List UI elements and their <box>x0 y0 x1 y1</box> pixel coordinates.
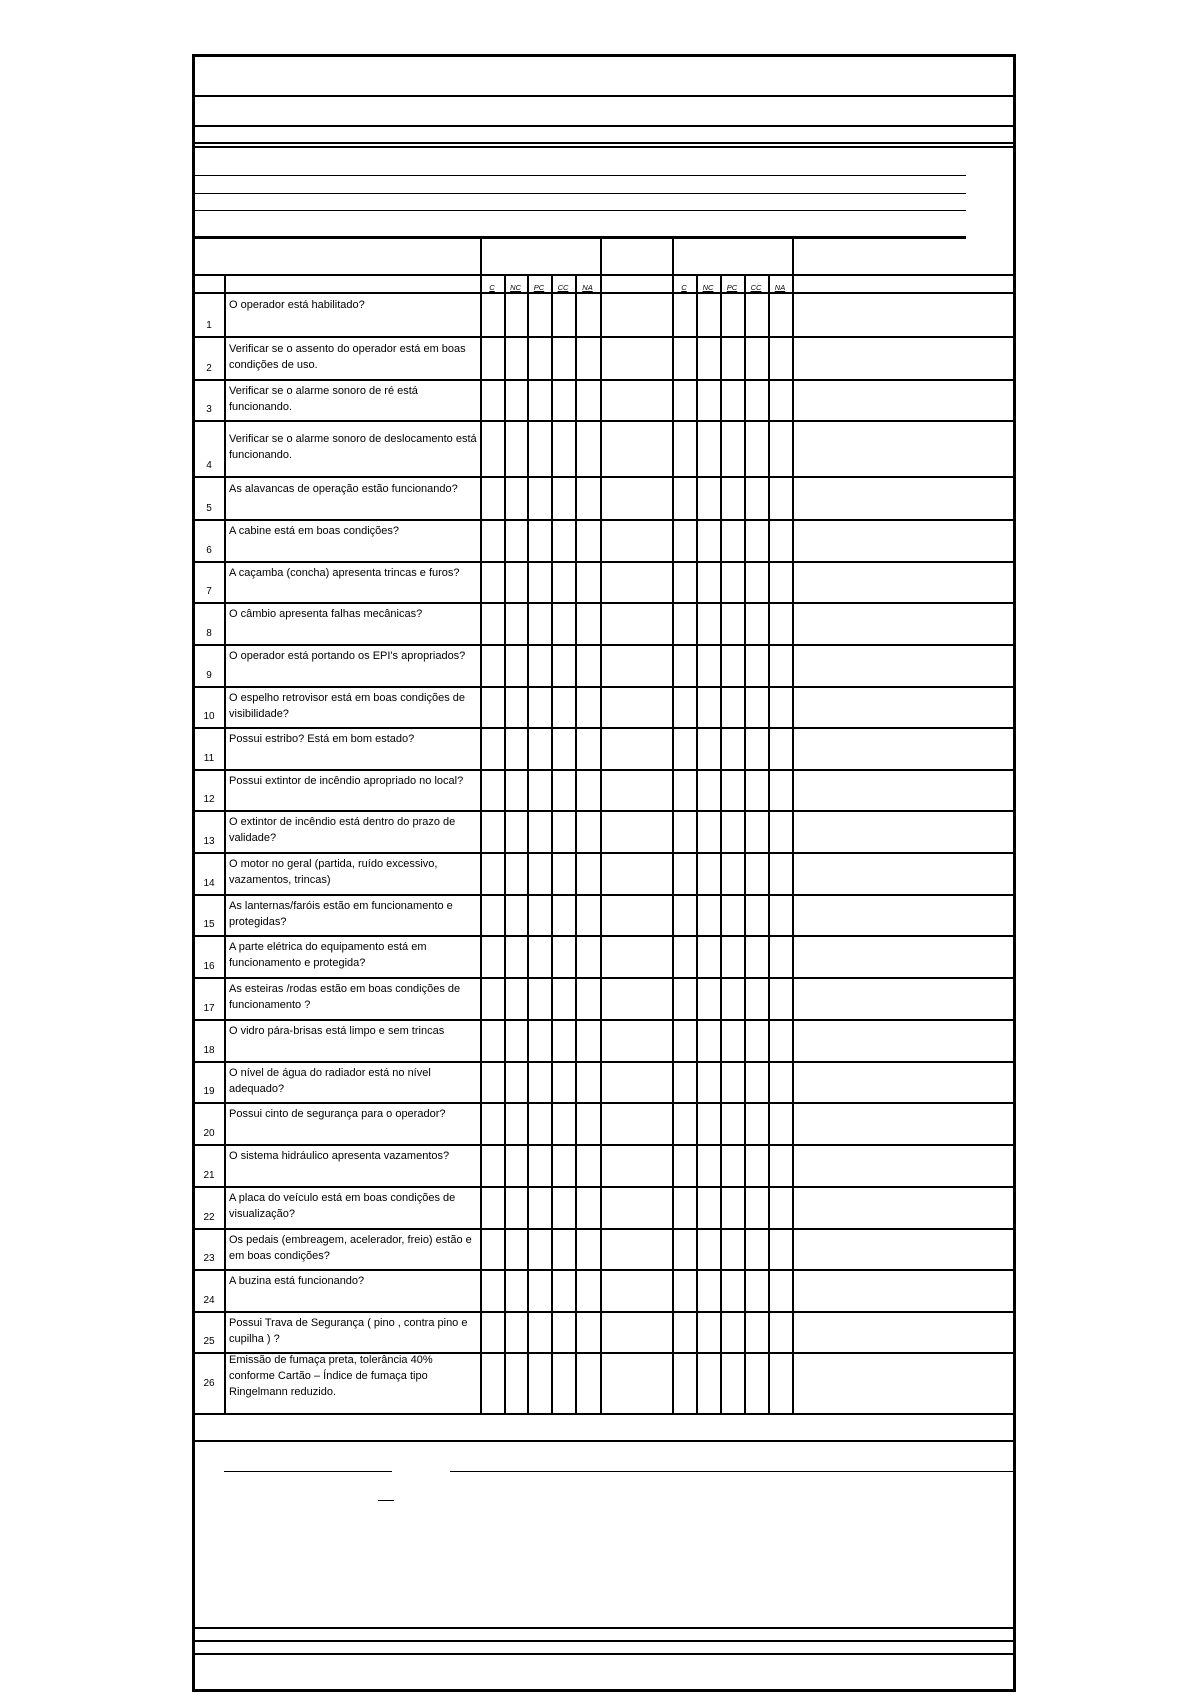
item-number: 17 <box>203 1003 215 1014</box>
item-number: 15 <box>203 919 215 930</box>
grid-line <box>192 894 1016 896</box>
item-description: O motor no geral (partida, ruído excessivo, vazamentos, trincas) <box>229 858 438 886</box>
inspecao-col-cc: CC <box>557 283 569 292</box>
grid-line <box>192 476 1016 478</box>
grid-line <box>192 420 1016 422</box>
grid-line <box>192 727 1016 729</box>
item-number: 23 <box>203 1253 215 1264</box>
item-number: 21 <box>203 1170 215 1181</box>
item-number: 12 <box>203 794 215 805</box>
divider <box>192 95 1016 97</box>
item-number: 2 <box>206 363 212 374</box>
grid-line <box>192 1311 1016 1313</box>
grid-line <box>192 1228 1016 1230</box>
local-field-line[interactable] <box>450 1471 1016 1472</box>
item-description: Possui Trava de Segurança ( pino , contra pino e cupilha ) ? <box>229 1316 468 1345</box>
divider <box>192 236 966 239</box>
grid-line <box>192 686 1016 688</box>
item-description: O sistema hidráulico apresenta vazamentos? <box>229 1150 450 1162</box>
grid-line <box>192 977 1016 979</box>
divider <box>192 146 1016 148</box>
item-description: As lanternas/faróis estão em funcionamento e protegidas? <box>229 899 453 928</box>
grid-line <box>672 238 674 1413</box>
item-description: As esteiras /rodas estão em boas condições de funcionamento ? <box>229 983 461 1011</box>
item-description: Os pedais (embreagem, acelerador, freio) estão e em boas condições? <box>229 1233 472 1262</box>
field-line[interactable] <box>192 175 966 176</box>
grid-line <box>600 238 602 1413</box>
grid-line <box>192 519 1016 521</box>
grid-line <box>744 274 746 1413</box>
grid-line <box>192 602 1016 604</box>
grid-line <box>575 274 577 1413</box>
inspecao-col-c: C <box>489 283 495 292</box>
item-description: O nível de água do radiador está no nível adequado? <box>229 1066 431 1095</box>
item-description: Possui estribo? Está em bom estado? <box>229 733 415 745</box>
grid-line <box>768 274 770 1413</box>
divider <box>192 1627 1016 1629</box>
item-number: 13 <box>203 836 215 847</box>
item-number: 20 <box>203 1128 215 1139</box>
inspecao-col-nc: NC <box>510 283 521 292</box>
item-description: Verificar se o assento do operador está em boas condições de uso. <box>229 342 466 371</box>
reinspecao-col-cc: CC <box>750 283 762 292</box>
grid-line <box>527 274 529 1413</box>
item-number: 25 <box>203 1336 215 1347</box>
item-description: Possui cinto de segurança para o operador? <box>229 1108 446 1120</box>
item-number: 16 <box>203 961 215 972</box>
item-number: 3 <box>206 404 212 415</box>
inspecao-col-na: NA <box>582 283 593 292</box>
item-number: 5 <box>206 503 212 514</box>
item-description: A placa do veículo está em boas condições de visualização? <box>229 1192 456 1220</box>
item-number: 4 <box>206 460 212 471</box>
item-description: Emissão de fumaça preta, tolerância 40% conforme Cartão – Índice de fumaça tipo Ringelmann reduzido. <box>229 1354 433 1398</box>
field-line[interactable] <box>192 210 966 211</box>
grid-line <box>192 379 1016 381</box>
date-field-line[interactable] <box>224 1471 392 1472</box>
item-description: O vidro pára-brisas está limpo e sem trincas <box>229 1025 445 1037</box>
grid-line <box>720 274 722 1413</box>
signature-line[interactable] <box>378 1500 394 1501</box>
grid-line <box>551 274 553 1413</box>
reinspecao-col-pc: PC <box>726 283 738 292</box>
grid-line <box>792 238 794 1413</box>
item-number: 10 <box>203 711 215 722</box>
grid-line <box>480 238 482 1413</box>
grid-line <box>504 274 506 1413</box>
item-number: 19 <box>203 1086 215 1097</box>
item-number: 8 <box>206 628 212 639</box>
grid-line <box>696 274 698 1413</box>
grid-line <box>192 1061 1016 1063</box>
grid-line <box>192 810 1016 812</box>
item-description: O câmbio apresenta falhas mecânicas? <box>229 608 423 620</box>
item-description: As alavancas de operação estão funcionando? <box>229 482 458 495</box>
item-description: A caçamba (concha) apresenta trincas e furos? <box>229 566 460 579</box>
item-description: O operador está portando os EPI's apropriados? <box>229 650 466 662</box>
grid-line <box>192 1019 1016 1021</box>
item-description: Possui extintor de incêndio apropriado no local? <box>229 774 464 787</box>
item-description: O espelho retrovisor está em boas condições de visibilidade? <box>229 691 466 720</box>
grid-line <box>192 769 1016 771</box>
grid-line <box>192 1186 1016 1188</box>
divider <box>192 125 1016 127</box>
grid-line <box>192 1102 1016 1104</box>
grid-line <box>192 336 1016 338</box>
grid-line <box>192 1269 1016 1271</box>
item-description: Verificar se o alarme sonoro de ré está funcionando. <box>229 384 418 413</box>
item-number: 26 <box>203 1378 215 1389</box>
divider <box>192 1440 1016 1442</box>
grid-line <box>192 1413 1016 1415</box>
grid-line <box>192 274 1016 276</box>
item-number: 14 <box>203 878 215 889</box>
grid-line <box>192 852 1016 854</box>
item-number: 18 <box>203 1045 215 1056</box>
item-description: A cabine está em boas condições? <box>229 525 400 537</box>
item-description: A buzina está funcionando? <box>229 1275 365 1287</box>
inspecao-col-pc: PC <box>533 283 545 292</box>
divider <box>192 1640 1016 1642</box>
divider <box>192 142 1016 144</box>
field-line[interactable] <box>192 193 966 194</box>
grid-line <box>192 561 1016 563</box>
divider <box>192 1653 1016 1655</box>
item-description: Verificar se o alarme sonoro de deslocamento está funcionando. <box>229 433 477 461</box>
item-number: 1 <box>206 320 212 331</box>
grid-line <box>192 935 1016 937</box>
reinspecao-col-na: NA <box>774 283 786 292</box>
item-number: 9 <box>206 670 212 681</box>
grid-line <box>224 274 226 1413</box>
item-number: 11 <box>203 753 215 764</box>
grid-line <box>192 292 1016 294</box>
item-description: A parte elétrica do equipamento está em funcionamento e protegida? <box>229 941 427 969</box>
grid-line <box>192 644 1016 646</box>
item-description: O operador está habilitado? <box>229 299 365 311</box>
item-number: 6 <box>206 545 212 556</box>
reinspecao-col-nc: NC <box>702 283 714 292</box>
reinspecao-col-c: C <box>681 283 687 292</box>
grid-line <box>192 1144 1016 1146</box>
item-number: 22 <box>203 1212 215 1223</box>
item-number: 7 <box>206 586 212 597</box>
item-description: O extintor de incêndio está dentro do prazo de validade? <box>229 816 456 844</box>
item-number: 24 <box>203 1295 215 1306</box>
